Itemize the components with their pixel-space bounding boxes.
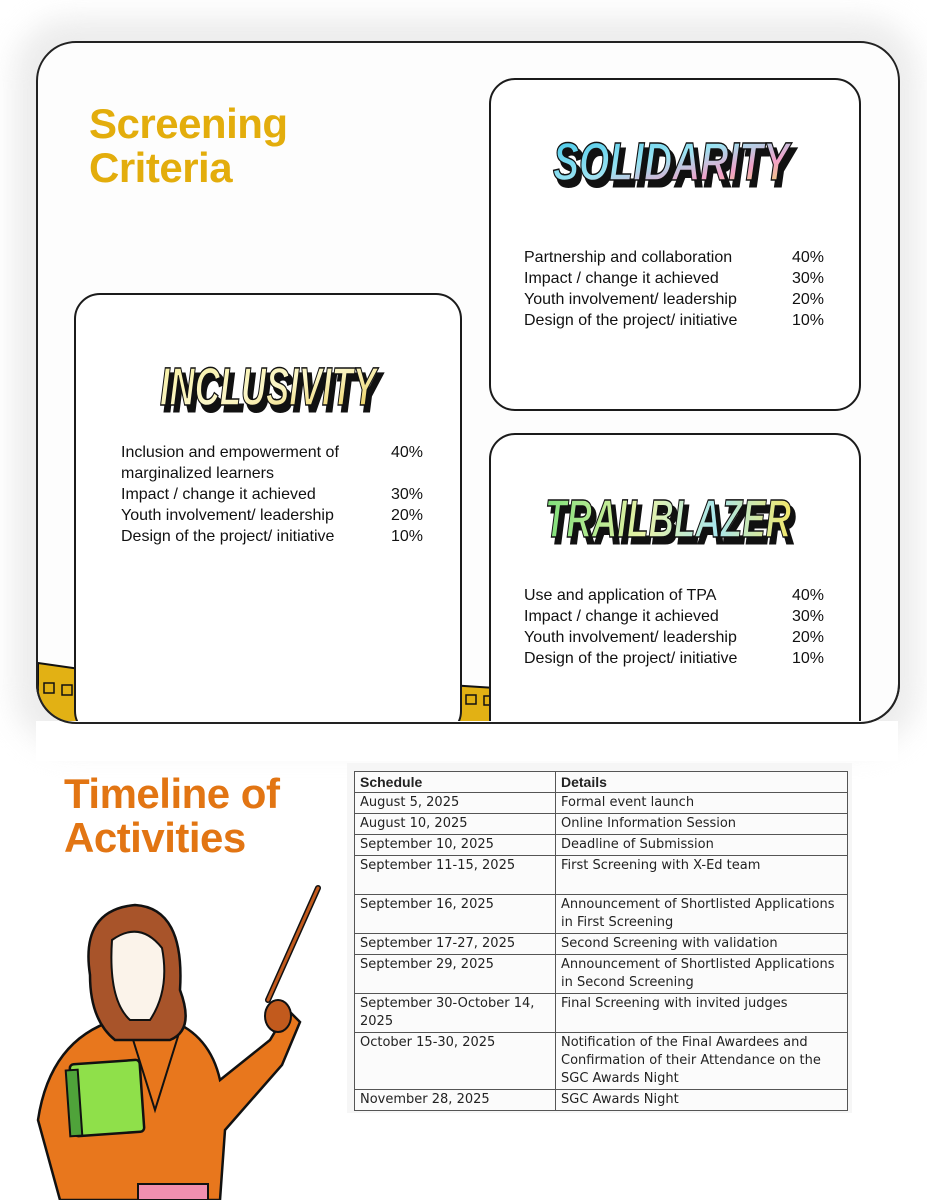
criteria-percent: 30%: [792, 270, 825, 287]
solidarity-logo-text: SOLIDARITY: [553, 132, 793, 192]
schedule-cell: September 16, 2025: [355, 895, 556, 934]
timeline-table-container: [347, 763, 852, 1113]
inclusivity-logo-text: INCLUSIVITY: [160, 357, 380, 417]
schedule-cell: September 11-15, 2025: [355, 856, 556, 895]
criteria-row: [121, 505, 431, 526]
table-row: [355, 814, 848, 835]
table-row: [355, 994, 848, 1033]
criteria-percent: 10%: [792, 312, 825, 329]
criteria-percent: 40%: [792, 249, 825, 266]
face: [111, 932, 164, 1020]
details-cell: SGC Awards Night: [556, 1090, 848, 1111]
details-cell: Online Information Session: [556, 814, 848, 835]
details-cell: First Screening with X-Ed team: [556, 856, 848, 895]
schedule-cell: August 10, 2025: [355, 814, 556, 835]
hand: [265, 1000, 291, 1032]
criteria-percent: 20%: [792, 291, 825, 308]
criteria-row: [524, 648, 834, 669]
table-row: [355, 1033, 848, 1090]
details-cell: Second Screening with validation: [556, 934, 848, 955]
solidarity-logo-shadow: SOLIDARITY: [557, 138, 797, 198]
criteria-percent: 10%: [792, 650, 825, 667]
teacher-illustration: [20, 880, 340, 1200]
criteria-row: [524, 310, 834, 331]
table-row: [355, 1090, 848, 1111]
column-header-schedule: Schedule: [355, 772, 556, 793]
inclusivity-logo-shadow: INCLUSIVITY: [164, 363, 384, 423]
schedule-cell: November 28, 2025: [355, 1090, 556, 1111]
card-bottom-mask: [36, 721, 898, 761]
trailblazer-logo-text: TRAILBLAZER: [545, 489, 791, 549]
schedule-cell: August 5, 2025: [355, 793, 556, 814]
trailblazer-logo: [543, 477, 803, 557]
details-cell: Announcement of Shortlisted Applications in First Screening: [556, 895, 848, 934]
criteria-label: Inclusion and empowerment of marginalized learners: [121, 444, 339, 482]
criteria-label: Youth involvement/ leadership: [121, 507, 334, 524]
schedule-cell: September 10, 2025: [355, 835, 556, 856]
criteria-label: Partnership and collaboration: [524, 249, 733, 266]
table-row: [355, 895, 848, 934]
table-row: [355, 793, 848, 814]
criteria-label: Impact / change it achieved: [524, 608, 719, 625]
inclusivity-criteria-list: [121, 442, 431, 547]
criteria-percent: 20%: [391, 507, 424, 524]
details-cell: Deadline of Submission: [556, 835, 848, 856]
criteria-label: Youth involvement/ leadership: [524, 291, 737, 308]
criteria-percent: 10%: [391, 528, 424, 545]
criteria-label: Youth involvement/ leadership: [524, 629, 737, 646]
inclusivity-logo: [158, 345, 388, 425]
criteria-row: [524, 289, 834, 310]
criteria-row: [524, 606, 834, 627]
criteria-row: [524, 247, 834, 268]
trailblazer-criteria-list: [524, 585, 834, 669]
timeline-title: Timeline of Activities: [64, 770, 280, 861]
criteria-label: Use and application of TPA: [524, 587, 717, 604]
criteria-label: Design of the project/ initiative: [524, 312, 738, 329]
solidarity-logo: [551, 122, 801, 202]
details-cell: Announcement of Shortlisted Applications in Second Screening: [556, 955, 848, 994]
criteria-row: [524, 627, 834, 648]
criteria-label: Design of the project/ initiative: [524, 650, 738, 667]
criteria-label: Impact / change it achieved: [524, 270, 719, 287]
schedule-cell: September 17-27, 2025: [355, 934, 556, 955]
pointer-stick: [268, 888, 318, 1000]
criteria-percent: 30%: [792, 608, 825, 625]
trailblazer-logo-shadow: TRAILBLAZER: [549, 495, 795, 555]
criteria-row: [121, 526, 431, 547]
details-cell: Final Screening with invited judges: [556, 994, 848, 1033]
criteria-row: [524, 268, 834, 289]
table-row: [355, 856, 848, 895]
criteria-percent: 40%: [391, 444, 424, 461]
table-row: [355, 934, 848, 955]
table-row: [355, 955, 848, 994]
schedule-cell: September 29, 2025: [355, 955, 556, 994]
solidarity-criteria-list: [524, 247, 834, 331]
criteria-row: [121, 442, 431, 484]
schedule-cell: September 30-October 14, 2025: [355, 994, 556, 1033]
criteria-row: [121, 484, 431, 505]
criteria-percent: 30%: [391, 486, 424, 503]
inclusivity-card: [74, 293, 462, 737]
schedule-cell: October 15-30, 2025: [355, 1033, 556, 1090]
criteria-label: Design of the project/ initiative: [121, 528, 335, 545]
criteria-percent: 20%: [792, 629, 825, 646]
table-row: [355, 835, 848, 856]
criteria-label: Impact / change it achieved: [121, 486, 316, 503]
trailblazer-card: [489, 433, 861, 757]
table-header-row: [355, 772, 848, 793]
screening-criteria-title: Screening Criteria: [89, 100, 288, 191]
criteria-percent: 40%: [792, 587, 825, 604]
criteria-row: [524, 585, 834, 606]
solidarity-card: [489, 78, 861, 411]
column-header-details: Details: [556, 772, 848, 793]
skirt: [138, 1184, 208, 1200]
details-cell: Notification of the Final Awardees and Confirmation of their Attendance on the SGC Awards Night: [556, 1033, 848, 1090]
details-cell: Formal event launch: [556, 793, 848, 814]
timeline-table: [354, 771, 848, 1111]
